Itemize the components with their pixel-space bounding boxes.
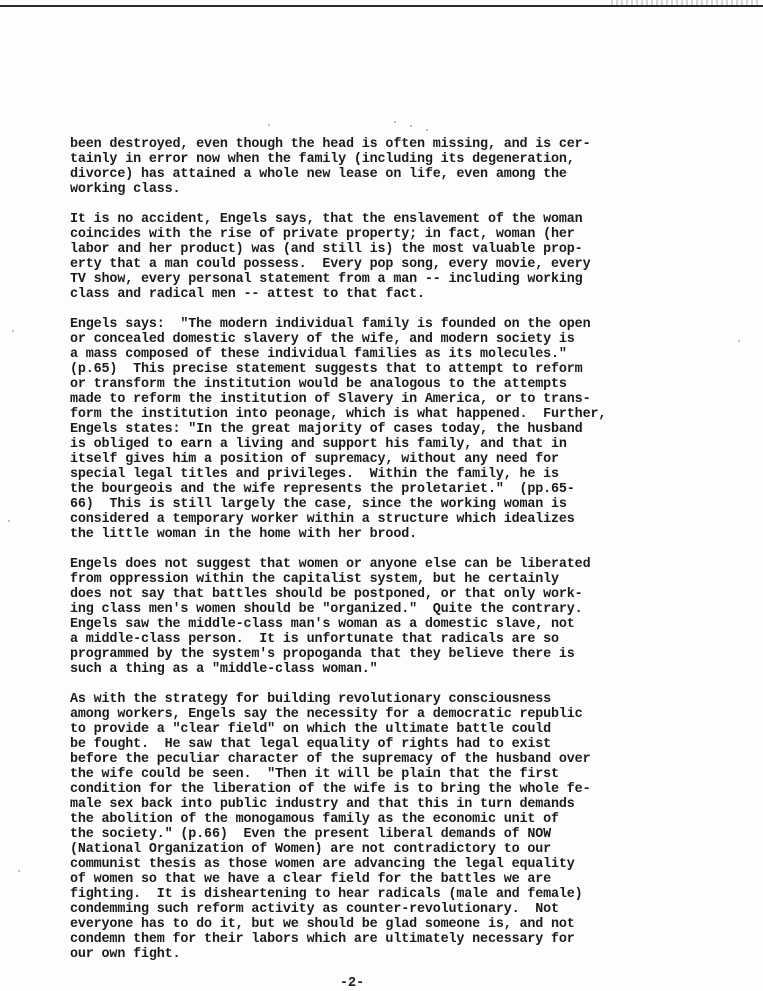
paragraph bbox=[70, 212, 710, 302]
paragraph bbox=[70, 137, 710, 197]
text-line: Engels does not suggest that women or anyone else can be liberated bbox=[70, 557, 591, 572]
text-line: before the peculiar character of the supremacy of the husband over bbox=[70, 752, 591, 767]
scan-speck bbox=[18, 870, 20, 872]
text-line: of women so that we have a clear field for the battles we are bbox=[70, 872, 552, 887]
text-line: form the institution into peonage, which is what happened. Further, bbox=[70, 407, 607, 422]
top-border-line bbox=[0, 5, 763, 7]
text-line: the wife could be seen. "Then it will be plain that the first bbox=[70, 767, 559, 782]
text-line: programmed by the system's propoganda that they believe there is bbox=[70, 647, 575, 662]
scan-speck bbox=[12, 330, 14, 332]
text-line: condemming such reform activity as counter-revolutionary. Not bbox=[70, 902, 559, 917]
text-line: Engels saw the middle-class man's woman as a domestic slave, not bbox=[70, 617, 575, 632]
text-line: (National Organization of Women) are not contradictory to our bbox=[70, 842, 552, 857]
text-line: labor and her product) was (and still is) the most valuable prop- bbox=[70, 242, 583, 257]
text-line: ing class men's women should be "organized." Quite the contrary. bbox=[70, 602, 583, 617]
text-line: to provide a "clear field" on which the ultimate battle could bbox=[70, 722, 552, 737]
text-line: the abolition of the monogamous family as the economic unit of bbox=[70, 812, 559, 827]
scan-artifact bbox=[611, 0, 761, 5]
scan-speck bbox=[268, 124, 270, 126]
scan-speck bbox=[426, 129, 428, 131]
text-line: divorce) has attained a whole new lease on life, even among the bbox=[70, 167, 567, 182]
text-line: It is no accident, Engels says, that the enslavement of the woman bbox=[70, 212, 583, 227]
text-line: condemn them for their labors which are ultimately necessary for bbox=[70, 932, 575, 947]
text-line: from oppression within the capitalist system, but he certainly bbox=[70, 572, 559, 587]
text-line: been destroyed, even though the head is often missing, and is cer- bbox=[70, 137, 591, 152]
text-line: working class. bbox=[70, 182, 181, 197]
text-line: be fought. He saw that legal equality of rights had to exist bbox=[70, 737, 552, 752]
text-line: coincides with the rise of private property; in fact, woman (her bbox=[70, 227, 575, 242]
paragraph bbox=[70, 317, 710, 542]
text-line: a mass composed of these individual families as its molecules." bbox=[70, 347, 567, 362]
text-line: fighting. It is disheartening to hear radicals (male and female) bbox=[70, 887, 583, 902]
text-line: such a thing as a "middle-class woman." bbox=[70, 662, 378, 677]
text-line: or concealed domestic slavery of the wife, and modern society is bbox=[70, 332, 575, 347]
page-number: -2- bbox=[340, 976, 365, 991]
text-line: itself gives him a position of supremacy, without any need for bbox=[70, 452, 559, 467]
text-line: our own fight. bbox=[70, 947, 181, 962]
text-line: condition for the liberation of the wife is to bring the whole fe- bbox=[70, 782, 591, 797]
text-line: TV show, every personal statement from a man -- including working bbox=[70, 272, 583, 287]
text-line: the little woman in the home with her brood. bbox=[70, 527, 417, 542]
text-line: considered a temporary worker within a structure which idealizes bbox=[70, 512, 575, 527]
text-line: erty that a man could possess. Every pop song, every movie, every bbox=[70, 257, 591, 272]
text-line: among workers, Engels say the necessity for a democratic republic bbox=[70, 707, 583, 722]
text-line: everyone has to do it, but we should be glad someone is, and not bbox=[70, 917, 575, 932]
scan-speck bbox=[394, 121, 396, 123]
text-line: does not say that battles should be postponed, or that only work- bbox=[70, 587, 583, 602]
text-line: (p.65) This precise statement suggests that to attempt to reform bbox=[70, 362, 583, 377]
text-line: male sex back into public industry and that this in turn demands bbox=[70, 797, 575, 812]
text-line: communist thesis as those women are advancing the legal equality bbox=[70, 857, 575, 872]
scan-speck bbox=[8, 520, 10, 522]
text-line: or transform the institution would be analogous to the attempts bbox=[70, 377, 567, 392]
scan-speck bbox=[410, 125, 412, 127]
text-line: special legal titles and privileges. Within the family, he is bbox=[70, 467, 559, 482]
text-line: the bourgeois and the wife represents the proletariet." (pp.65- bbox=[70, 482, 575, 497]
text-line: made to reform the institution of Slavery in America, or to trans- bbox=[70, 392, 591, 407]
text-line: a middle-class person. It is unfortunate that radicals are so bbox=[70, 632, 559, 647]
text-line: is obliged to earn a living and support his family, and that in bbox=[70, 437, 567, 452]
document-body bbox=[70, 137, 710, 977]
paragraph bbox=[70, 692, 710, 962]
paragraph bbox=[70, 557, 710, 677]
text-line: Engels states: "In the great majority of cases today, the husband bbox=[70, 422, 583, 437]
text-line: Engels says: "The modern individual family is founded on the open bbox=[70, 317, 591, 332]
text-line: the society." (p.66) Even the present liberal demands of NOW bbox=[70, 827, 552, 842]
text-line: 66) This is still largely the case, since the working woman is bbox=[70, 497, 567, 512]
text-line: As with the strategy for building revolutionary consciousness bbox=[70, 692, 552, 707]
scan-speck bbox=[738, 340, 740, 342]
text-line: class and radical men -- attest to that fact. bbox=[70, 287, 425, 302]
text-line: tainly in error now when the family (including its degeneration, bbox=[70, 152, 575, 167]
